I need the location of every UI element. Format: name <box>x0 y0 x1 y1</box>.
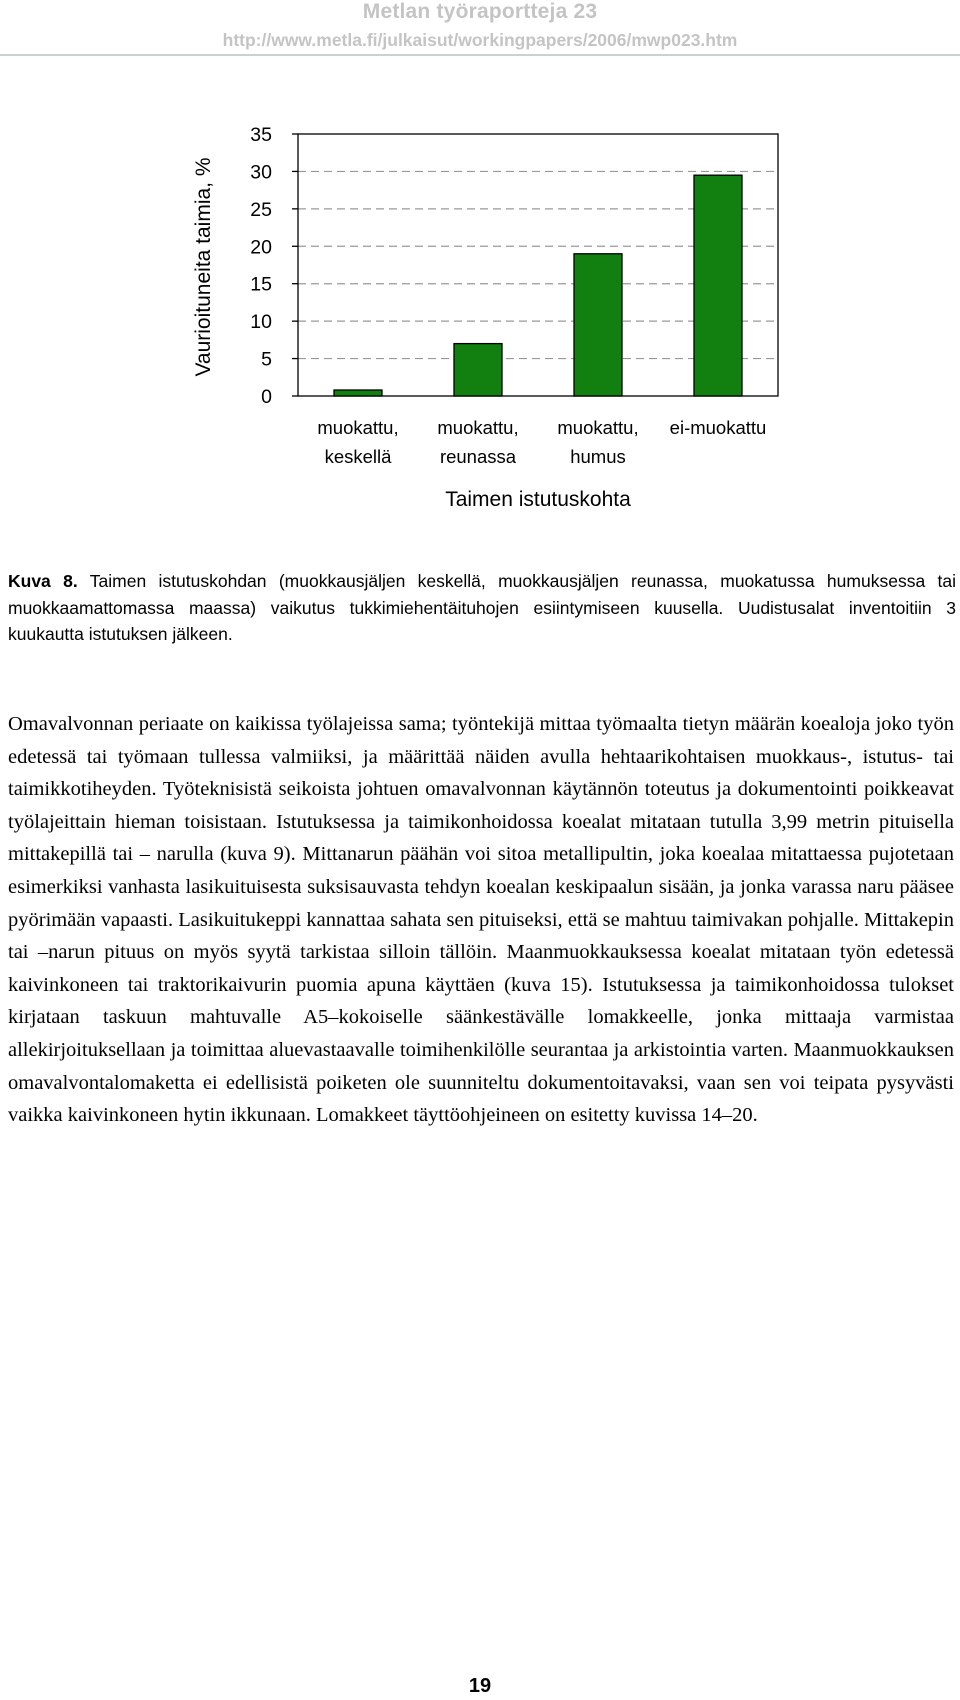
y-tick-label: 25 <box>250 198 272 221</box>
x-tick-label: reunassa <box>439 446 517 467</box>
x-tick-label: muokattu, <box>437 417 519 438</box>
x-tick-label: muokattu, <box>557 417 639 438</box>
figure-caption <box>8 568 956 648</box>
page-number: 19 <box>468 1675 492 1697</box>
bar <box>454 344 502 396</box>
bar-chart <box>0 0 960 520</box>
x-axis-label: Taimen istutuskohta <box>445 488 631 511</box>
caption-label: Kuva 8. <box>8 571 78 591</box>
x-tick-label: keskellä <box>324 446 392 467</box>
y-axis-label: Vaurioituneita taimia, % <box>192 157 215 377</box>
bar <box>574 254 622 396</box>
y-tick-label: 35 <box>250 124 272 146</box>
caption-text: Taimen istutuskohdan (muokkausjäljen keskellä, muokkausjäljen reunassa, muokatussa humuksessa tai muokkaamattomassa maassa) vaikutus tukkimiehentäituhojen esiintymiseen kuusella. Uudistusalat inventoitiin 3 kuukautta istutuksen jälkeen. <box>8 571 956 644</box>
y-tick-label: 5 <box>261 348 272 371</box>
y-tick-label: 0 <box>261 386 272 408</box>
y-tick-label: 10 <box>250 311 272 334</box>
y-tick-label: 30 <box>250 161 272 184</box>
bar <box>334 390 382 396</box>
x-tick-label: humus <box>570 446 626 467</box>
y-tick-label: 20 <box>250 236 272 259</box>
x-tick-label: muokattu, <box>317 417 399 438</box>
body-paragraph: Omavalvonnan periaate on kaikissa työlajeissa sama; työntekijä mittaa työmaalta tietyn määrän koealoja joko työn edetessä tai työmaan tullessa valmiiksi, ja määrittää näiden avulla hehtaarikohtaisen muokkaus-, istutus- tai taimikkotiheyden. Työteknisistä seikoista johtuen omavalvonnan käytännön toteutus ja dokumentointi poikkeavat työlajeittain hieman toisistaan. Istutuksessa ja taimikonhoidossa koealat mitataan tutulla 3,99 metrin pituisella mittakepillä tai – narulla (kuva 9). Mittanarun päähän voi sitoa metallipultin, joka koealaa mitattaessa pujotetaan esimerkiksi vanhasta lasikuituisesta suksisauvasta tehdyn koealan keskipaalun sisään, ja jonka varassa naru pääsee pyörimään vapaasti. Lasikuitukeppi kannattaa sahata sen pituiseksi, että se mahtuu taimivakan pohjalle. Mittakepin tai –narun pituus on myös syytä tarkistaa silloin tällöin. Maanmuokkauksessa koealat mitataan työn edetessä kaivinkoneen tai traktorikaivurin puomia apuna käyttäen (kuva 15). Istutuksessa ja taimikonhoidossa tulokset kirjataan taskuun mahtuvalle A5–kokoiselle säänkestävälle lomakkeelle, jonka mittaaja varmistaa allekirjoituksellaan ja toimittaa aluevastaavalle toimihenkilölle seurantaa ja arkistointia varten. Maanmuokkauksen omavalvontalomaketta ei edellisistä poiketen ole suunniteltu dokumentoitavaksi, vaan sen voi teipata pysyvästi vaikka kaivinkoneen hytin ikkunaan. Lomakkeet täyttöohjeineen on esitetty kuvissa 14–20. <box>8 713 954 1127</box>
y-tick-label: 15 <box>250 273 272 296</box>
bar <box>694 175 742 396</box>
series-title: Metlan työraportteja 23 <box>362 0 598 23</box>
header-url: http://www.metla.fi/julkaisut/workingpapers/2006/mwp023.htm <box>222 30 738 50</box>
x-tick-label: ei-muokattu <box>669 417 767 438</box>
